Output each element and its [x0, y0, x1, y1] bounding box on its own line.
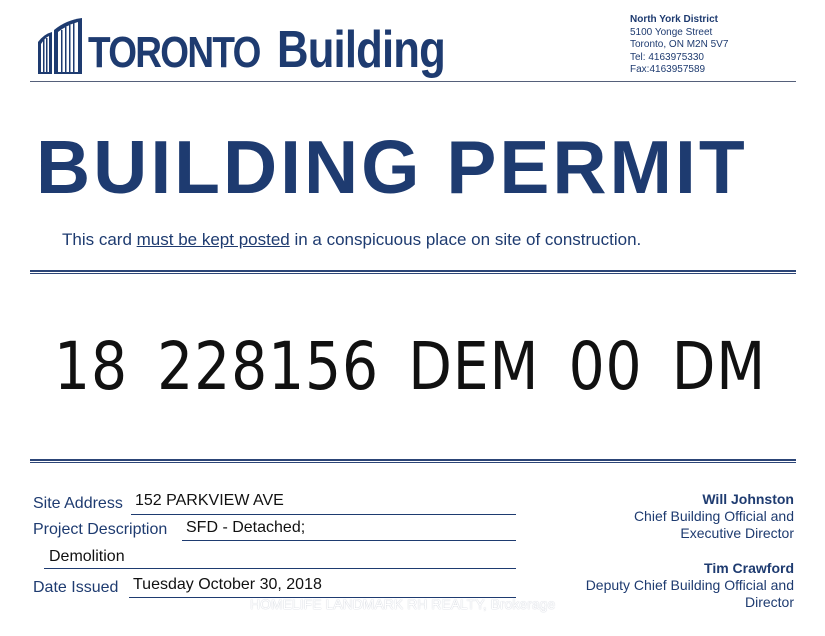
office-fax: Fax:4163957589 — [630, 64, 706, 76]
logo-word-building: Building — [276, 21, 445, 79]
signatory-name: Will Johnston — [702, 491, 794, 507]
date-issued-value: Tuesday October 30, 2018 — [133, 576, 322, 593]
brokerage-watermark: HOMELIFE LANDMARK RH REALTY, Brokerage — [250, 596, 556, 612]
site-address-value: 152 PARKVIEW AVE — [135, 492, 284, 509]
page-title: BUILDING PERMIT — [36, 125, 748, 209]
site-address-label: Site Address — [33, 495, 123, 512]
number-divider-top — [30, 270, 796, 274]
signatory-title-line1: Chief Building Official and — [633, 508, 794, 524]
project-description-line-2 — [44, 568, 516, 569]
notice-text-end: in a conspicuous place on site of construction. — [289, 230, 642, 249]
notice-text-underlined: must be kept posted — [136, 230, 290, 249]
city-hall-logo-icon — [36, 16, 84, 76]
office-district: North York District — [630, 14, 718, 25]
logo-wordmark — [88, 20, 477, 80]
project-description-value: SFD - Detached; — [186, 519, 306, 536]
date-issued-label: Date Issued — [33, 579, 119, 596]
permit-number: 18 228156 DEM 00 DM — [54, 328, 767, 405]
notice-text-start: This card — [62, 230, 137, 249]
office-tel: Tel: 4163975330 — [630, 51, 704, 63]
office-city: Toronto, ON M2N 5V7 — [630, 39, 729, 51]
signatory-chief — [634, 491, 794, 542]
office-address-block — [630, 14, 728, 77]
signatory-title-line1: Deputy Chief Building Official and — [585, 577, 794, 593]
office-street: 5100 Yonge Street — [630, 26, 713, 38]
header-divider — [30, 81, 796, 82]
posting-notice — [62, 230, 641, 250]
logo-word-toronto: TORONTO — [88, 28, 260, 77]
signatory-deputy — [586, 560, 794, 611]
signatory-title-line2: Director — [744, 594, 794, 610]
project-description-continued: Demolition — [49, 548, 125, 565]
signatory-title-line2: Executive Director — [680, 525, 794, 541]
signatory-name: Tim Crawford — [704, 560, 794, 576]
toronto-building-logo — [36, 16, 445, 79]
site-address-line — [131, 514, 516, 515]
project-description-label: Project Description — [33, 521, 168, 538]
number-divider-bottom — [30, 459, 796, 463]
project-description-line — [182, 540, 516, 541]
